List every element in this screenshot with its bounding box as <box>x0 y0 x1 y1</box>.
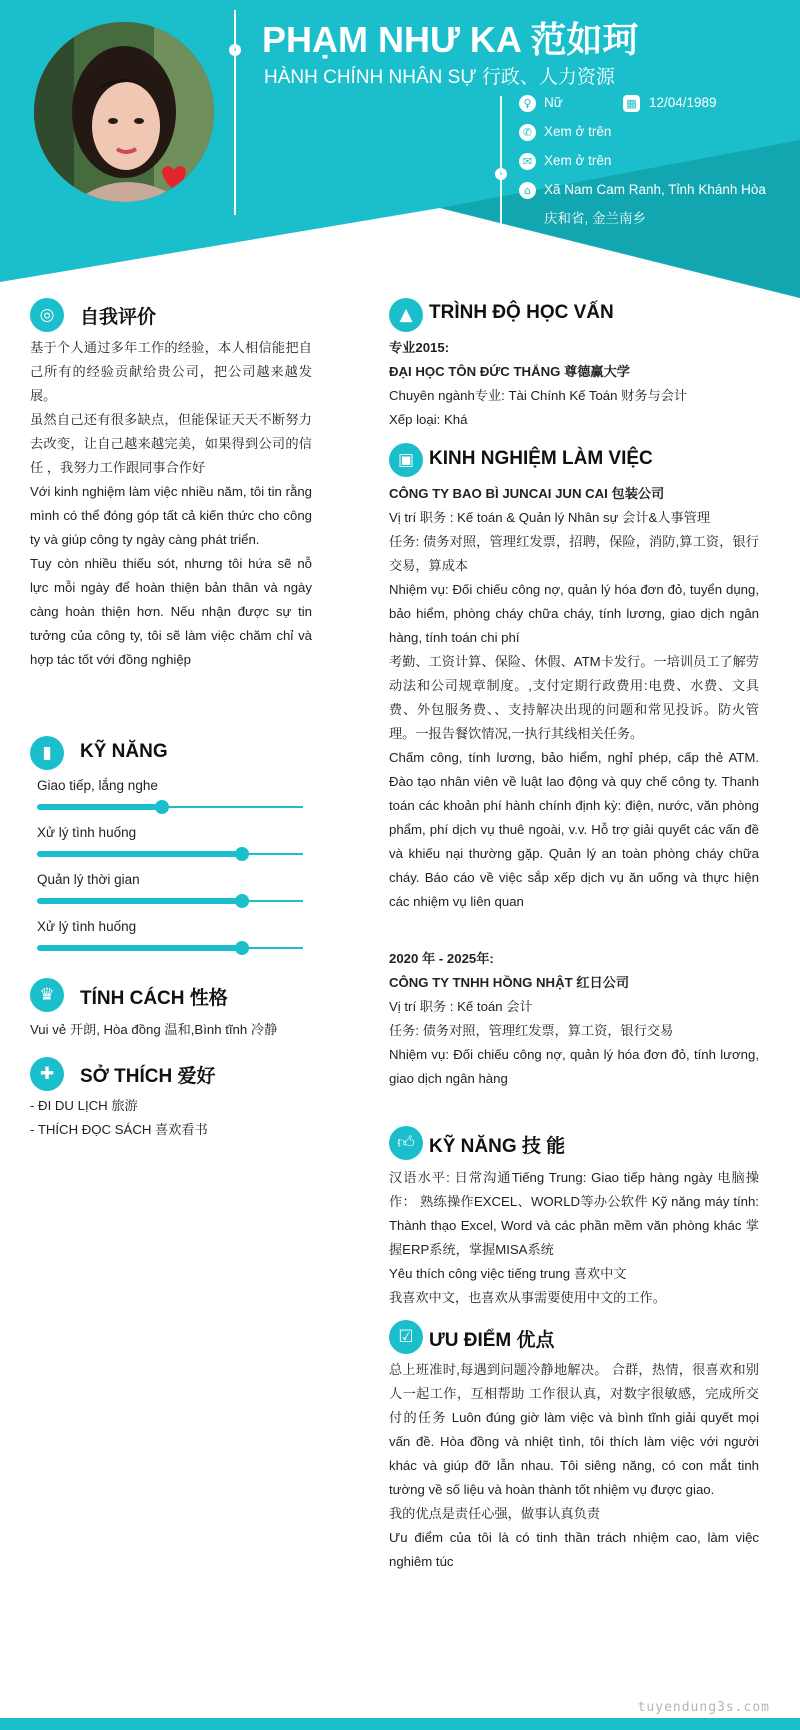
skill-bar <box>37 900 303 902</box>
hobbies-list <box>30 1094 312 1142</box>
education-text <box>389 336 759 432</box>
skill-fill <box>37 898 242 904</box>
job-line: Vị trí 职务 : Kế toán & Quản lý Nhân sự 会计&人事管理 <box>389 510 711 525</box>
skill-knob <box>235 941 249 955</box>
candidate-name: PHẠM NHƯ KA 范如珂 <box>262 19 639 60</box>
avatar <box>34 22 214 202</box>
company-name: CÔNG TY BAO BÌ JUNCAI JUN CAI 包装公司 <box>389 486 665 501</box>
education-grade: Xếp loại: Khá <box>389 412 468 427</box>
job-line: 任务: 债务对照，管理红发票，算工资，银行交易 <box>389 1023 674 1038</box>
job-line: 任务: 债务对照，管理红发票，招聘，保险，消防,算工资，银行交易，算成本 <box>389 534 759 573</box>
skill-bar <box>37 947 303 949</box>
education-major: Chuyên ngành专业: Tài Chính Kế Toán 财务与会计 <box>389 388 688 403</box>
phone-icon: ✆ <box>519 124 536 141</box>
watermark: tuyendung3s.com <box>637 1700 770 1715</box>
header-divider-line <box>234 10 236 215</box>
company-name: CÔNG TY TNHH HỒNG NHẬT 红日公司 <box>389 975 630 990</box>
skill-fill <box>37 804 162 810</box>
phone-value: Xem ở trên <box>544 124 612 139</box>
strengths-text <box>389 1358 759 1574</box>
skill-knob <box>155 800 169 814</box>
experience-title: KINH NGHIỆM LÀM VIỆC <box>429 448 653 469</box>
chevron-right-icon: › <box>495 168 507 180</box>
skill-label: Giao tiếp, lắng nghe <box>37 778 158 793</box>
skill-fill <box>37 851 242 857</box>
skills-title: KỸ NĂNG <box>80 741 168 762</box>
briefcase-icon: ▣ <box>389 443 423 477</box>
personality-text: Vui vẻ 开朗, Hòa đồng 温和,Bình tĩnh 冷静 <box>30 1022 278 1037</box>
skills2-text <box>389 1166 759 1310</box>
skills2-line: 我喜欢中文，也喜欢从事需要使用中文的工作。 <box>389 1290 666 1305</box>
self-eval-paragraph: Với kinh nghiệm làm việc nhiều năm, tôi tin rằng mình có thể đóng góp tất cả kiến thức cho công ty và giúp công ty ngày càng phát triển. <box>30 484 312 547</box>
address-line2: 庆和省, 金兰南乡 <box>544 211 647 226</box>
hobbies-title: SỞ THÍCH 爱好 <box>80 1066 216 1087</box>
skills2-line: Yêu thích công việc tiếng trung 喜欢中文 <box>389 1266 627 1281</box>
home-icon: ⌂ <box>519 182 536 199</box>
personality-title: TÍNH CÁCH 性格 <box>80 988 228 1009</box>
skill-knob <box>235 894 249 908</box>
job-line: Nhiệm vụ: Đối chiếu công nợ, quản lý hóa đơn đỏ, tính lương, giao dịch ngân hàng <box>389 1047 759 1086</box>
birthday-value: 12/04/1989 <box>649 95 717 110</box>
job-line: Chấm công, tính lương, bảo hiểm, nghỉ phép, cấp thẻ ATM. Đào tạo nhân viên về luật lao động và quy chế công ty. Thanh toán các khoản phí hành chính định kỳ: điện, nước, văn phòng phẩm, phí dịch vụ thuê ngoài, v.v. Hỗ trợ giải quyết các vấn đề và khiếu nại thường gặp. Quản lý an toàn phòng cháy chữa cháy. Báo cáo về việc sắp xếp dịch vụ ăn uống và thực hiện các nhiệm vụ liên quan <box>389 750 759 909</box>
experience-job-2 <box>389 947 759 1091</box>
self-eval-paragraph: Tuy còn nhiều thiếu sót, nhưng tôi hứa sẽ nỗ lực mỗi ngày để hoàn thiện bản thân và ngày càng hoàn thiện hơn. Nếu nhận được sự tin tưởng của công ty, tôi sẽ làm việc chăm chỉ và hợp tác tốt với đồng nghiệp <box>30 556 312 667</box>
strengths-title: ƯU ĐIỂM 优点 <box>429 1330 555 1351</box>
self-eval-paragraph: 基于个人通过多年工作的经验，本人相信能把自己所有的经验贡献给贵公司，把公司越来越发展。 <box>30 340 312 403</box>
job-period: 2020 年 - 2025年: <box>389 951 494 966</box>
self-eval-title: 自我评价 <box>80 307 157 328</box>
skill-label: Xử lý tình huống <box>37 825 137 840</box>
skills2-title: KỸ NĂNG 技 能 <box>429 1136 566 1157</box>
gender-value: Nữ <box>544 95 563 110</box>
gamepad-icon: ✚ <box>30 1057 64 1091</box>
checklist-icon: ☑ <box>389 1320 423 1354</box>
job-line: 考勤、工资计算、保险、休假、ATM卡发行。一培训员工了解劳动法和公司规章制度。,支付定期行政费用:电费、水费、文具费、外包服务费、、支持解决出现的问题和常见投诉。防火管理。一报告餐饮情况,一执行其线相关任务。 <box>389 654 759 741</box>
skill-bar <box>37 853 303 855</box>
skill-fill <box>37 945 242 951</box>
job-line: Nhiệm vụ: Đối chiếu công nợ, quản lý hóa đơn đỏ, tuyển dụng, bảo hiểm, phòng cháy chữa cháy, tính lương, giao dịch ngân hàng, tính toán chi phí <box>389 582 759 645</box>
experience-job-1 <box>389 482 759 914</box>
self-eval-paragraph: 虽然自己还有很多缺点，但能保证天天不断努力去改变，让自己越来越完美，如果得到公司的信任 ，我努力工作跟同事合作好 <box>30 412 312 475</box>
footer-bar <box>0 1718 800 1730</box>
strengths-line: Ưu điểm của tôi là có tinh thần trách nhiệm cao, làm việc nghiêm túc <box>389 1530 759 1569</box>
graduation-cap-icon: ▲ <box>389 298 423 332</box>
email-icon: ✉ <box>519 153 536 170</box>
calendar-icon: ▦ <box>623 95 640 112</box>
thumbs-up-icon: 👍︎ <box>389 1126 423 1160</box>
skill-label: Quản lý thời gian <box>37 872 140 887</box>
candidate-position: HÀNH CHÍNH NHÂN SỰ 行政、人力资源 <box>264 67 615 88</box>
education-period: 专业2015: <box>389 340 450 355</box>
strengths-line: 总上班准时,每遇到问题冷静地解决。 合群，热情，很喜欢和别人一起工作，互相帮助 工作很认真，对数字很敏感，完成所交付的任务 Luôn đúng giờ làm việc và bình tĩnh giải quyết mọi vấn đề. Hòa đồng và nhiệt tình, tôi thích làm việc với người khác và giúp đỡ lẫn nhau. Tôi siêng năng, có con mắt tinh tường về số liệu và hoàn thành tốt nhiệm vụ được giao. <box>389 1362 759 1497</box>
address-line1: Xã Nam Cam Ranh, Tỉnh Khánh Hòa <box>544 182 766 197</box>
gender-icon: ♀ <box>519 95 536 112</box>
bar-chart-icon: ▮ <box>30 736 64 770</box>
strengths-line: 我的优点是责任心强，做事认真负责 <box>389 1506 600 1521</box>
skill-bar <box>37 806 303 808</box>
skill-knob <box>235 847 249 861</box>
email-value: Xem ở trên <box>544 153 612 168</box>
skill-label: Xử lý tình huống <box>37 919 137 934</box>
education-title: TRÌNH ĐỘ HỌC VẤN <box>429 302 614 323</box>
skills2-line: 汉语水平: 日常沟通Tiếng Trung: Giao tiếp hàng ngày 电脑操作： 熟练操作EXCEL、WORLD等办公软件 Kỹ năng máy tính: Thành thạo Excel, Word và các phần mềm văn phòng khác 掌握ERP系统，掌握MISA系统 <box>389 1170 759 1257</box>
education-school: ĐẠI HỌC TÔN ĐỨC THẮNG 尊德赢大学 <box>389 364 630 379</box>
self-eval-text <box>30 336 312 672</box>
target-icon: ◎ <box>30 298 64 332</box>
chevron-right-icon: › <box>229 44 241 56</box>
trophy-icon: ♛ <box>30 978 64 1012</box>
hobby-item: - ĐI DU LỊCH 旅游 <box>30 1098 138 1113</box>
job-line: Vị trí 职务 : Kế toán 会计 <box>389 999 533 1014</box>
hobby-item: - THÍCH ĐỌC SÁCH 喜欢看书 <box>30 1122 208 1137</box>
